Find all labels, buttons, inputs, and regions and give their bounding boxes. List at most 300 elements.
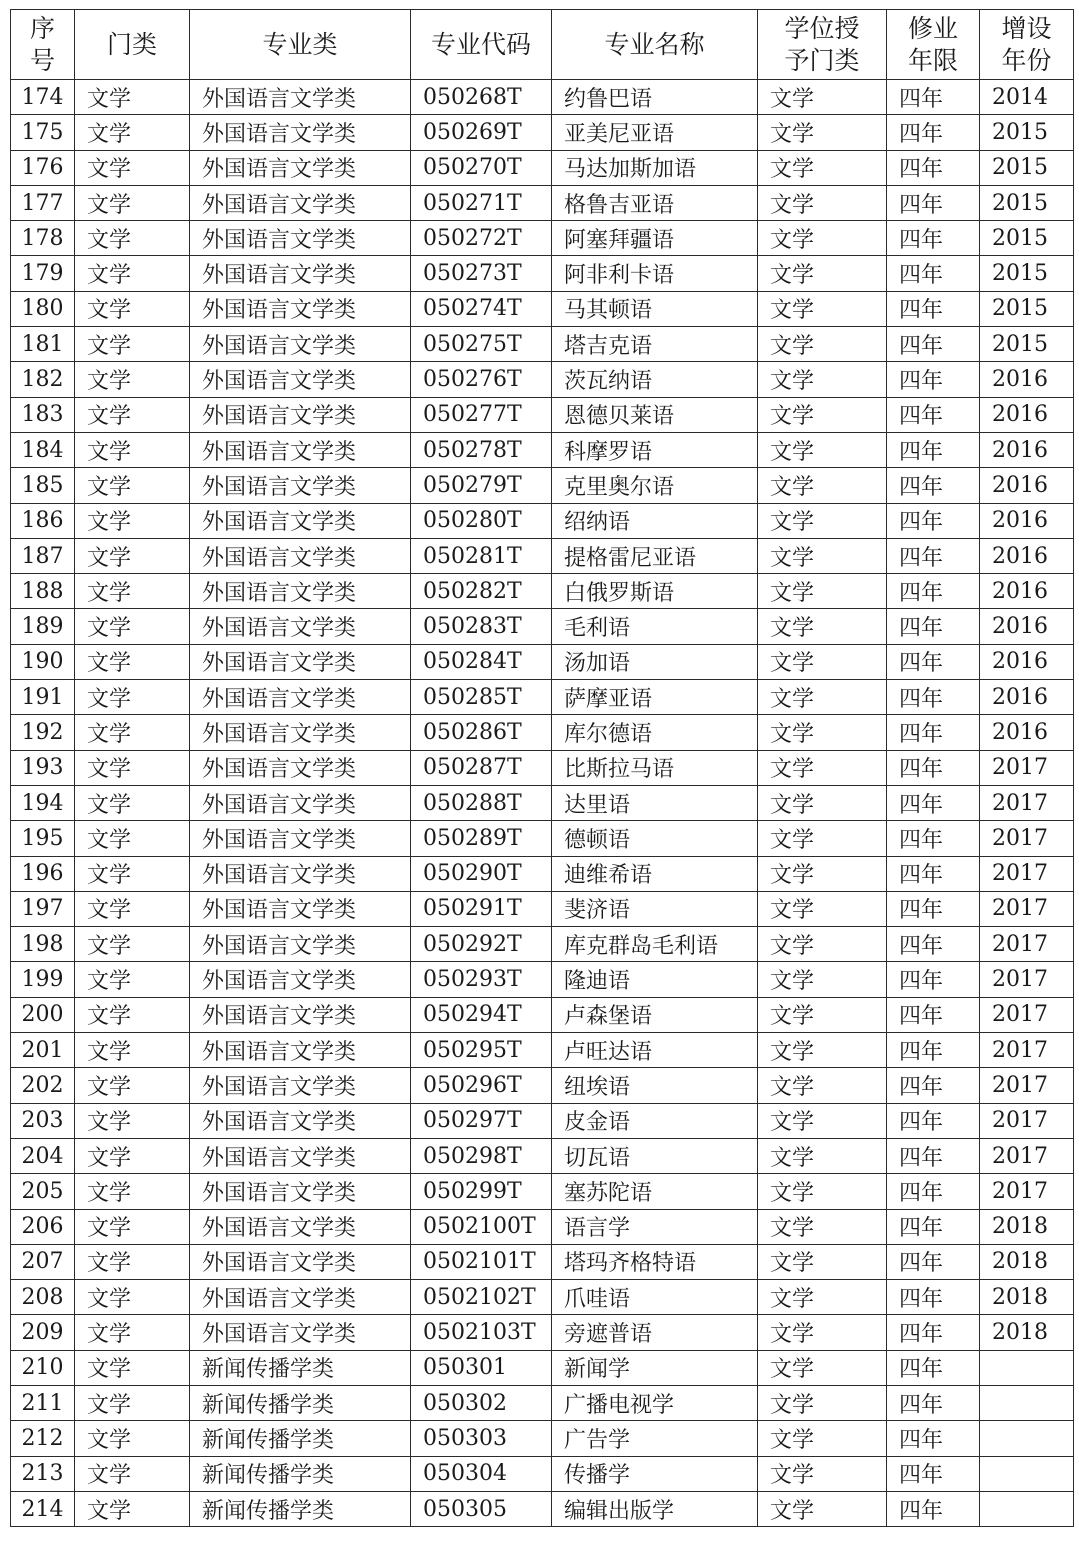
- cell-degree: 文学: [758, 609, 887, 644]
- cell-code: 050295T: [411, 1033, 552, 1068]
- cell-duration: 四年: [887, 80, 980, 115]
- cell-year: 2017: [980, 856, 1074, 891]
- cell-class: 外国语言文学类: [190, 1068, 411, 1103]
- cell-code: 050298T: [411, 1138, 552, 1173]
- cell-seq: 175: [11, 115, 75, 150]
- cell-class: 外国语言文学类: [190, 150, 411, 185]
- table-row: [11, 856, 1074, 891]
- cell-duration: 四年: [887, 997, 980, 1032]
- cell-duration: 四年: [887, 1491, 980, 1526]
- cell-class: 外国语言文学类: [190, 115, 411, 150]
- cell-code: 050270T: [411, 150, 552, 185]
- cell-category: 文学: [75, 997, 190, 1032]
- table-row: [11, 1491, 1074, 1526]
- cell-seq: 190: [11, 644, 75, 679]
- cell-year: 2016: [980, 609, 1074, 644]
- header-name: 专业名称: [552, 10, 758, 80]
- cell-duration: 四年: [887, 927, 980, 962]
- table-row: [11, 1456, 1074, 1491]
- cell-category: 文学: [75, 468, 190, 503]
- cell-degree: 文学: [758, 538, 887, 573]
- cell-seq: 185: [11, 468, 75, 503]
- cell-degree: 文学: [758, 715, 887, 750]
- header-year-line-1: 增设: [1001, 13, 1052, 43]
- cell-code: 050275T: [411, 327, 552, 362]
- cell-code: 050296T: [411, 1068, 552, 1103]
- cell-code: 050278T: [411, 432, 552, 467]
- cell-category: 文学: [75, 574, 190, 609]
- cell-class: 新闻传播学类: [190, 1385, 411, 1420]
- cell-year: 2018: [980, 1209, 1074, 1244]
- cell-name: 约鲁巴语: [552, 80, 758, 115]
- cell-duration: 四年: [887, 891, 980, 926]
- cell-year: [980, 1456, 1074, 1491]
- cell-degree: 文学: [758, 1174, 887, 1209]
- cell-code: 050288T: [411, 785, 552, 820]
- cell-seq: 197: [11, 891, 75, 926]
- cell-name: 茨瓦纳语: [552, 362, 758, 397]
- cell-code: 050297T: [411, 1103, 552, 1138]
- cell-degree: 文学: [758, 1456, 887, 1491]
- cell-year: [980, 1350, 1074, 1385]
- cell-year: 2017: [980, 997, 1074, 1032]
- cell-degree: 文学: [758, 503, 887, 538]
- cell-class: 外国语言文学类: [190, 750, 411, 785]
- cell-name: 马其顿语: [552, 291, 758, 326]
- header-duration-line-2: 年限: [907, 45, 958, 75]
- cell-category: 文学: [75, 962, 190, 997]
- cell-name: 亚美尼亚语: [552, 115, 758, 150]
- cell-code: 050302: [411, 1385, 552, 1420]
- majors-table: [10, 9, 1074, 1527]
- cell-seq: 174: [11, 80, 75, 115]
- cell-duration: 四年: [887, 1033, 980, 1068]
- cell-class: 外国语言文学类: [190, 80, 411, 115]
- cell-year: 2015: [980, 115, 1074, 150]
- cell-degree: 文学: [758, 397, 887, 432]
- cell-name: 比斯拉马语: [552, 750, 758, 785]
- cell-code: 050277T: [411, 397, 552, 432]
- cell-seq: 183: [11, 397, 75, 432]
- cell-degree: 文学: [758, 291, 887, 326]
- cell-duration: 四年: [887, 715, 980, 750]
- cell-seq: 207: [11, 1244, 75, 1279]
- cell-degree: 文学: [758, 1103, 887, 1138]
- cell-category: 文学: [75, 397, 190, 432]
- cell-name: 卢森堡语: [552, 997, 758, 1032]
- cell-name: 毛利语: [552, 609, 758, 644]
- table-row: [11, 291, 1074, 326]
- cell-class: 新闻传播学类: [190, 1491, 411, 1526]
- table-row: [11, 1033, 1074, 1068]
- cell-degree: 文学: [758, 891, 887, 926]
- cell-name: 阿塞拜疆语: [552, 221, 758, 256]
- cell-degree: 文学: [758, 856, 887, 891]
- cell-duration: 四年: [887, 962, 980, 997]
- cell-code: 050285T: [411, 680, 552, 715]
- table-row: [11, 609, 1074, 644]
- cell-seq: 211: [11, 1385, 75, 1420]
- cell-duration: 四年: [887, 221, 980, 256]
- cell-seq: 182: [11, 362, 75, 397]
- cell-year: 2016: [980, 715, 1074, 750]
- cell-category: 文学: [75, 1068, 190, 1103]
- cell-seq: 198: [11, 927, 75, 962]
- cell-class: 外国语言文学类: [190, 327, 411, 362]
- cell-duration: 四年: [887, 291, 980, 326]
- table-row: [11, 1385, 1074, 1420]
- cell-degree: 文学: [758, 962, 887, 997]
- table-row: [11, 503, 1074, 538]
- cell-class: 外国语言文学类: [190, 997, 411, 1032]
- cell-name: 绍纳语: [552, 503, 758, 538]
- cell-duration: 四年: [887, 1174, 980, 1209]
- cell-year: 2017: [980, 927, 1074, 962]
- cell-year: 2017: [980, 962, 1074, 997]
- cell-category: 文学: [75, 327, 190, 362]
- cell-category: 文学: [75, 891, 190, 926]
- table-row: [11, 432, 1074, 467]
- cell-class: 外国语言文学类: [190, 432, 411, 467]
- cell-year: 2017: [980, 821, 1074, 856]
- table-row: [11, 644, 1074, 679]
- cell-year: 2018: [980, 1244, 1074, 1279]
- cell-category: 文学: [75, 680, 190, 715]
- cell-year: [980, 1491, 1074, 1526]
- cell-seq: 200: [11, 997, 75, 1032]
- table-row: [11, 750, 1074, 785]
- table-row: [11, 397, 1074, 432]
- cell-category: 文学: [75, 609, 190, 644]
- cell-degree: 文学: [758, 750, 887, 785]
- cell-code: 050282T: [411, 574, 552, 609]
- cell-category: 文学: [75, 1209, 190, 1244]
- table-row: [11, 1138, 1074, 1173]
- cell-name: 切瓦语: [552, 1138, 758, 1173]
- cell-seq: 210: [11, 1350, 75, 1385]
- cell-duration: 四年: [887, 503, 980, 538]
- header-degree: [758, 10, 887, 80]
- cell-category: 文学: [75, 115, 190, 150]
- cell-year: 2016: [980, 432, 1074, 467]
- cell-degree: 文学: [758, 221, 887, 256]
- cell-degree: 文学: [758, 150, 887, 185]
- cell-duration: 四年: [887, 1421, 980, 1456]
- cell-duration: 四年: [887, 680, 980, 715]
- cell-degree: 文学: [758, 1244, 887, 1279]
- cell-seq: 213: [11, 1456, 75, 1491]
- table-row: [11, 574, 1074, 609]
- cell-name: 白俄罗斯语: [552, 574, 758, 609]
- cell-code: 0502101T: [411, 1244, 552, 1279]
- header-duration-line-1: 修业: [907, 13, 958, 43]
- cell-duration: 四年: [887, 185, 980, 220]
- cell-seq: 184: [11, 432, 75, 467]
- cell-code: 050274T: [411, 291, 552, 326]
- cell-year: 2016: [980, 503, 1074, 538]
- cell-degree: 文学: [758, 468, 887, 503]
- cell-year: 2017: [980, 750, 1074, 785]
- cell-class: 外国语言文学类: [190, 609, 411, 644]
- cell-degree: 文学: [758, 1280, 887, 1315]
- cell-category: 文学: [75, 1103, 190, 1138]
- cell-year: 2017: [980, 1174, 1074, 1209]
- cell-category: 文学: [75, 750, 190, 785]
- cell-seq: 206: [11, 1209, 75, 1244]
- cell-class: 外国语言文学类: [190, 1103, 411, 1138]
- cell-code: 050292T: [411, 927, 552, 962]
- cell-code: 050272T: [411, 221, 552, 256]
- cell-degree: 文学: [758, 362, 887, 397]
- cell-duration: 四年: [887, 1244, 980, 1279]
- cell-degree: 文学: [758, 1209, 887, 1244]
- cell-class: 外国语言文学类: [190, 256, 411, 291]
- cell-name: 迪维希语: [552, 856, 758, 891]
- cell-degree: 文学: [758, 80, 887, 115]
- cell-seq: 201: [11, 1033, 75, 1068]
- cell-category: 文学: [75, 1280, 190, 1315]
- cell-year: 2018: [980, 1280, 1074, 1315]
- cell-category: 文学: [75, 927, 190, 962]
- table-row: [11, 538, 1074, 573]
- cell-degree: 文学: [758, 185, 887, 220]
- cell-seq: 192: [11, 715, 75, 750]
- cell-class: 外国语言文学类: [190, 927, 411, 962]
- header-row: [11, 10, 1074, 80]
- cell-name: 科摩罗语: [552, 432, 758, 467]
- cell-class: 外国语言文学类: [190, 468, 411, 503]
- cell-duration: 四年: [887, 609, 980, 644]
- cell-duration: 四年: [887, 468, 980, 503]
- table-row: [11, 468, 1074, 503]
- cell-code: 050279T: [411, 468, 552, 503]
- cell-duration: 四年: [887, 538, 980, 573]
- table-row: [11, 1103, 1074, 1138]
- cell-degree: 文学: [758, 785, 887, 820]
- cell-code: 050301: [411, 1350, 552, 1385]
- table-row: [11, 1280, 1074, 1315]
- cell-name: 爪哇语: [552, 1280, 758, 1315]
- cell-name: 塔吉克语: [552, 327, 758, 362]
- cell-duration: 四年: [887, 1138, 980, 1173]
- cell-year: 2017: [980, 1033, 1074, 1068]
- table-row: [11, 221, 1074, 256]
- table-header: [11, 10, 1074, 80]
- cell-class: 外国语言文学类: [190, 1280, 411, 1315]
- cell-class: 外国语言文学类: [190, 503, 411, 538]
- cell-code: 050291T: [411, 891, 552, 926]
- cell-category: 文学: [75, 1350, 190, 1385]
- cell-category: 文学: [75, 1033, 190, 1068]
- cell-duration: 四年: [887, 256, 980, 291]
- cell-degree: 文学: [758, 997, 887, 1032]
- cell-class: 外国语言文学类: [190, 1138, 411, 1173]
- cell-name: 皮金语: [552, 1103, 758, 1138]
- cell-code: 0502102T: [411, 1280, 552, 1315]
- cell-code: 050294T: [411, 997, 552, 1032]
- cell-category: 文学: [75, 362, 190, 397]
- header-class: 专业类: [190, 10, 411, 80]
- cell-degree: 文学: [758, 1033, 887, 1068]
- cell-name: 德顿语: [552, 821, 758, 856]
- cell-name: 传播学: [552, 1456, 758, 1491]
- cell-code: 050303: [411, 1421, 552, 1456]
- cell-duration: 四年: [887, 432, 980, 467]
- cell-seq: 193: [11, 750, 75, 785]
- cell-category: 文学: [75, 1315, 190, 1350]
- cell-duration: 四年: [887, 644, 980, 679]
- cell-class: 外国语言文学类: [190, 785, 411, 820]
- cell-seq: 176: [11, 150, 75, 185]
- cell-duration: 四年: [887, 821, 980, 856]
- cell-name: 阿非利卡语: [552, 256, 758, 291]
- cell-category: 文学: [75, 1491, 190, 1526]
- cell-year: 2015: [980, 256, 1074, 291]
- cell-code: 050286T: [411, 715, 552, 750]
- table-row: [11, 1068, 1074, 1103]
- table-body: [11, 80, 1074, 1527]
- cell-class: 外国语言文学类: [190, 821, 411, 856]
- cell-code: 050273T: [411, 256, 552, 291]
- cell-seq: 196: [11, 856, 75, 891]
- cell-year: 2017: [980, 785, 1074, 820]
- cell-name: 萨摩亚语: [552, 680, 758, 715]
- table-row: [11, 715, 1074, 750]
- cell-year: 2016: [980, 574, 1074, 609]
- cell-year: 2016: [980, 644, 1074, 679]
- table-row: [11, 256, 1074, 291]
- cell-category: 文学: [75, 432, 190, 467]
- table-row: [11, 997, 1074, 1032]
- cell-degree: 文学: [758, 927, 887, 962]
- cell-seq: 209: [11, 1315, 75, 1350]
- cell-seq: 189: [11, 609, 75, 644]
- cell-degree: 文学: [758, 256, 887, 291]
- cell-code: 050305: [411, 1491, 552, 1526]
- cell-year: 2016: [980, 680, 1074, 715]
- cell-year: 2015: [980, 291, 1074, 326]
- cell-class: 外国语言文学类: [190, 644, 411, 679]
- cell-name: 恩德贝莱语: [552, 397, 758, 432]
- cell-class: 外国语言文学类: [190, 962, 411, 997]
- cell-seq: 191: [11, 680, 75, 715]
- cell-category: 文学: [75, 291, 190, 326]
- cell-degree: 文学: [758, 1491, 887, 1526]
- cell-name: 提格雷尼亚语: [552, 538, 758, 573]
- cell-duration: 四年: [887, 1385, 980, 1420]
- cell-code: 0502100T: [411, 1209, 552, 1244]
- header-category: 门类: [75, 10, 190, 80]
- cell-duration: 四年: [887, 1456, 980, 1491]
- cell-seq: 186: [11, 503, 75, 538]
- cell-class: 外国语言文学类: [190, 221, 411, 256]
- cell-name: 库尔德语: [552, 715, 758, 750]
- cell-name: 斐济语: [552, 891, 758, 926]
- cell-name: 克里奥尔语: [552, 468, 758, 503]
- header-year-line-2: 年份: [1001, 45, 1052, 75]
- cell-seq: 199: [11, 962, 75, 997]
- cell-class: 外国语言文学类: [190, 1315, 411, 1350]
- cell-degree: 文学: [758, 327, 887, 362]
- cell-duration: 四年: [887, 397, 980, 432]
- cell-code: 050284T: [411, 644, 552, 679]
- cell-degree: 文学: [758, 1138, 887, 1173]
- cell-category: 文学: [75, 856, 190, 891]
- cell-year: 2017: [980, 1068, 1074, 1103]
- cell-category: 文学: [75, 1421, 190, 1456]
- cell-year: 2018: [980, 1315, 1074, 1350]
- cell-duration: 四年: [887, 1280, 980, 1315]
- cell-class: 外国语言文学类: [190, 680, 411, 715]
- cell-class: 外国语言文学类: [190, 538, 411, 573]
- cell-category: 文学: [75, 256, 190, 291]
- cell-duration: 四年: [887, 115, 980, 150]
- cell-degree: 文学: [758, 680, 887, 715]
- cell-category: 文学: [75, 715, 190, 750]
- cell-seq: 194: [11, 785, 75, 820]
- cell-name: 隆迪语: [552, 962, 758, 997]
- cell-seq: 179: [11, 256, 75, 291]
- cell-code: 050276T: [411, 362, 552, 397]
- cell-code: 050304: [411, 1456, 552, 1491]
- cell-duration: 四年: [887, 750, 980, 785]
- cell-name: 汤加语: [552, 644, 758, 679]
- cell-class: 外国语言文学类: [190, 856, 411, 891]
- cell-name: 卢旺达语: [552, 1033, 758, 1068]
- cell-duration: 四年: [887, 150, 980, 185]
- cell-category: 文学: [75, 1174, 190, 1209]
- cell-degree: 文学: [758, 1315, 887, 1350]
- cell-year: 2014: [980, 80, 1074, 115]
- cell-class: 新闻传播学类: [190, 1456, 411, 1491]
- cell-name: 纽埃语: [552, 1068, 758, 1103]
- table-row: [11, 1209, 1074, 1244]
- header-seq-line-2: 号: [29, 45, 55, 75]
- cell-year: 2017: [980, 1138, 1074, 1173]
- cell-year: 2015: [980, 221, 1074, 256]
- cell-degree: 文学: [758, 1421, 887, 1456]
- cell-code: 050281T: [411, 538, 552, 573]
- cell-year: [980, 1421, 1074, 1456]
- cell-seq: 177: [11, 185, 75, 220]
- cell-category: 文学: [75, 644, 190, 679]
- cell-seq: 202: [11, 1068, 75, 1103]
- cell-name: 广播电视学: [552, 1385, 758, 1420]
- cell-class: 外国语言文学类: [190, 185, 411, 220]
- cell-duration: 四年: [887, 1103, 980, 1138]
- cell-seq: 214: [11, 1491, 75, 1526]
- table-row: [11, 1315, 1074, 1350]
- table-row: [11, 680, 1074, 715]
- cell-year: 2015: [980, 327, 1074, 362]
- cell-name: 新闻学: [552, 1350, 758, 1385]
- cell-class: 外国语言文学类: [190, 291, 411, 326]
- cell-seq: 178: [11, 221, 75, 256]
- table-row: [11, 1421, 1074, 1456]
- cell-degree: 文学: [758, 115, 887, 150]
- cell-degree: 文学: [758, 574, 887, 609]
- table-row: [11, 362, 1074, 397]
- cell-category: 文学: [75, 503, 190, 538]
- cell-code: 050268T: [411, 80, 552, 115]
- cell-year: [980, 1385, 1074, 1420]
- cell-seq: 181: [11, 327, 75, 362]
- cell-category: 文学: [75, 1385, 190, 1420]
- cell-category: 文学: [75, 538, 190, 573]
- cell-category: 文学: [75, 150, 190, 185]
- cell-class: 外国语言文学类: [190, 1244, 411, 1279]
- cell-class: 外国语言文学类: [190, 574, 411, 609]
